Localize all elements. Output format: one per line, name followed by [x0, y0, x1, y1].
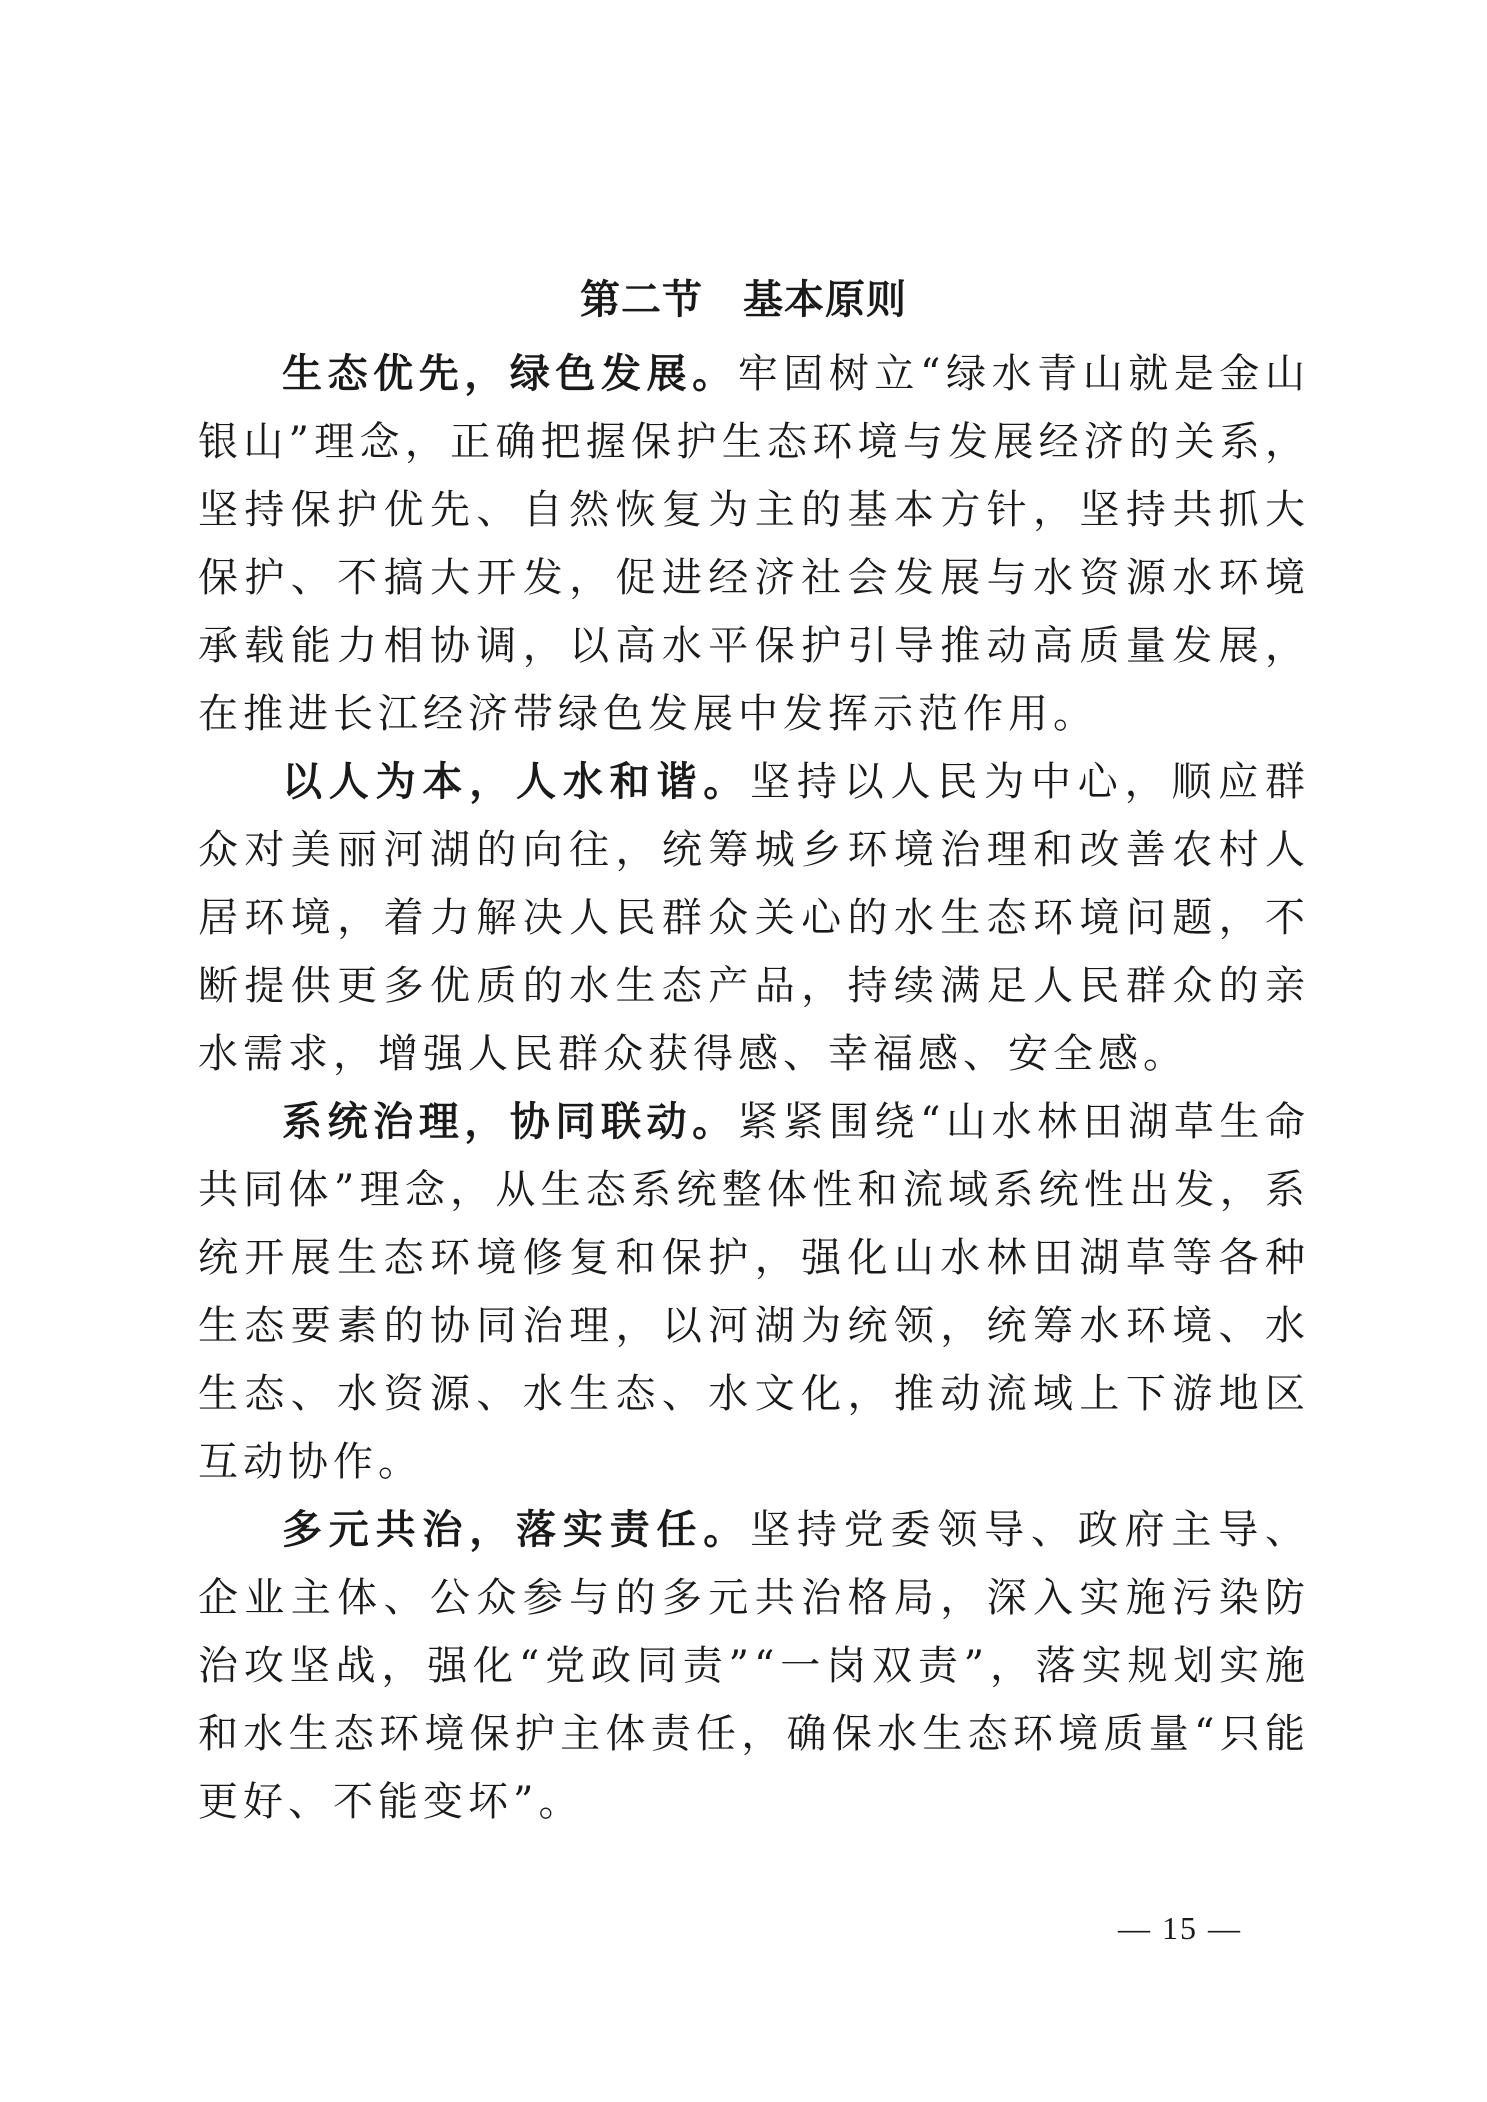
- paragraph-systematic-governance: [198, 1088, 1310, 1496]
- paragraph-lead: 多元共治，落实责任。: [282, 1506, 751, 1553]
- paragraph-body: 坚持以人民为中心，顺应群众对美丽河湖的向往，统筹城乡环境治理和改善农村人居环境，着力解决人民群众关心的水生态环境问题，不断提供更多优质的水生态产品，持续满足人民群众的亲水需求，增强人民群众获得感、幸福感、安全感。: [198, 759, 1311, 1077]
- paragraph-lead: 以人为本，人水和谐。: [282, 758, 751, 805]
- paragraph-body: 坚持党委领导、政府主导、企业主体、公众参与的多元共治格局，深入实施污染防治攻坚战，强化“党政同责”“一岗双责”，落实规划实施和水生态环境保护主体责任，确保水生态环境质量“只能更好、不能变坏”。: [198, 1507, 1311, 1825]
- paragraph-ecology-first: [198, 340, 1310, 748]
- paragraph-body: 紧紧围绕“山水林田湖草生命共同体”理念，从生态系统整体性和流域系统性出发，系统开展生态环境修复和保护，强化山水林田湖草等各种生态要素的协同治理，以河湖为统领，统筹水环境、水生态、水资源、水生态、水文化，推动流域上下游地区互动协作。: [198, 1099, 1310, 1485]
- paragraph-people-oriented: [198, 748, 1310, 1088]
- paragraph-body: 牢固树立“绿水青山就是金山银山”理念，正确把握保护生态环境与发展经济的关系，坚持保护优先、自然恢复为主的基本方针，坚持共抓大保护、不搞大开发，促进经济社会发展与水资源水环境承载能力相协调，以高水平保护引导推动高质量发展，在推进长江经济带绿色发展中发挥示范作用。: [198, 351, 1310, 737]
- paragraph-lead: 生态优先，绿色发展。: [282, 350, 738, 397]
- paragraph-lead: 系统治理，协同联动。: [282, 1098, 738, 1145]
- section-title: [0, 268, 1487, 332]
- section-heading: 基本原则: [743, 277, 907, 323]
- paragraph-co-governance: [198, 1496, 1310, 1836]
- section-number: 第二节: [580, 277, 703, 323]
- body-text: [198, 340, 1310, 1836]
- page-number: — 15 —: [1118, 1910, 1242, 1946]
